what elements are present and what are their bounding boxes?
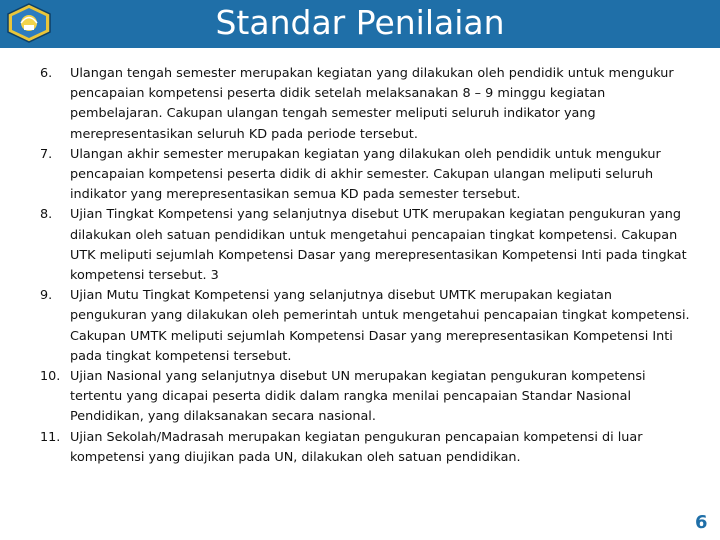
list-item-number: 8. [40,207,53,223]
list-item-text: Ujian Nasional yang selanjutnya disebut UN merupakan kegiatan pengukuran kompetensi tertentu yang dicapai peserta didik dalam rangka menilai pencapaian Standar Nasional Pendidikan, yang dilaksanakan secara nasional. [70,369,646,425]
list-item-number: 11. [40,429,61,445]
list-item [40,205,690,286]
list-item [40,428,690,468]
list-item-text: Ujian Sekolah/Madrasah merupakan kegiatan pengukuran pencapaian kompetensi di luar kompetensi yang diujikan pada UN, dilakukan oleh satuan pendidikan. [70,429,643,465]
standar-penilaian-list [40,64,690,468]
list-item-text: Ujian Tingkat Kompetensi yang selanjutnya disebut UTK merupakan kegiatan pengukuran yang dilakukan oleh satuan pendidikan untuk mengetahui pencapaian tingkat kompetensi. Cakupan UTK meliputi sejumlah Kompetensi Dasar yang merepresentasikan Kompetensi Inti pada tingkat kompetensi tersebut. 3 [70,207,687,284]
list-item-number: 6. [40,66,53,81]
list-item-number: 7. [40,146,53,162]
list-item-number: 9. [40,288,53,304]
list-item-text: Ulangan akhir semester merupakan kegiatan yang dilakukan oleh pendidik untuk mengukur pencapaian kompetensi peserta didik di akhir semester. Cakupan ulangan meliputi seluruh indikator yang merepresentasikan semua KD pada semester tersebut. [70,146,661,203]
list-item-text: Ulangan tengah semester merupakan kegiatan yang dilakukan oleh pendidik untuk mengukur pencapaian kompetensi peserta didik setelah melaksanakan 8 – 9 minggu kegiatan pembelajaran. Cakupan ulangan tengah semester meliputi seluruh indikator yang merepresentasikan seluruh KD pada periode tersebut. [70,66,674,142]
list-item [40,367,690,428]
list-item-text: Ujian Mutu Tingkat Kompetensi yang selanjutnya disebut UMTK merupakan kegiatan pengukuran yang dilakukan oleh pemerintah untuk mengetahui pencapaian tingkat kompetensi. Cakupan UMTK meliputi sejumlah Kompetensi Dasar yang merepresentasikan Kompetensi Inti pada tingkat kompetensi tersebut. [70,288,690,364]
slide-title: Standar Penilaian [215,3,505,42]
list-item [40,145,690,206]
list-item-number: 10. [40,369,61,385]
list-item [40,64,690,145]
page-number: 6 [695,512,708,533]
list-item [40,286,690,367]
